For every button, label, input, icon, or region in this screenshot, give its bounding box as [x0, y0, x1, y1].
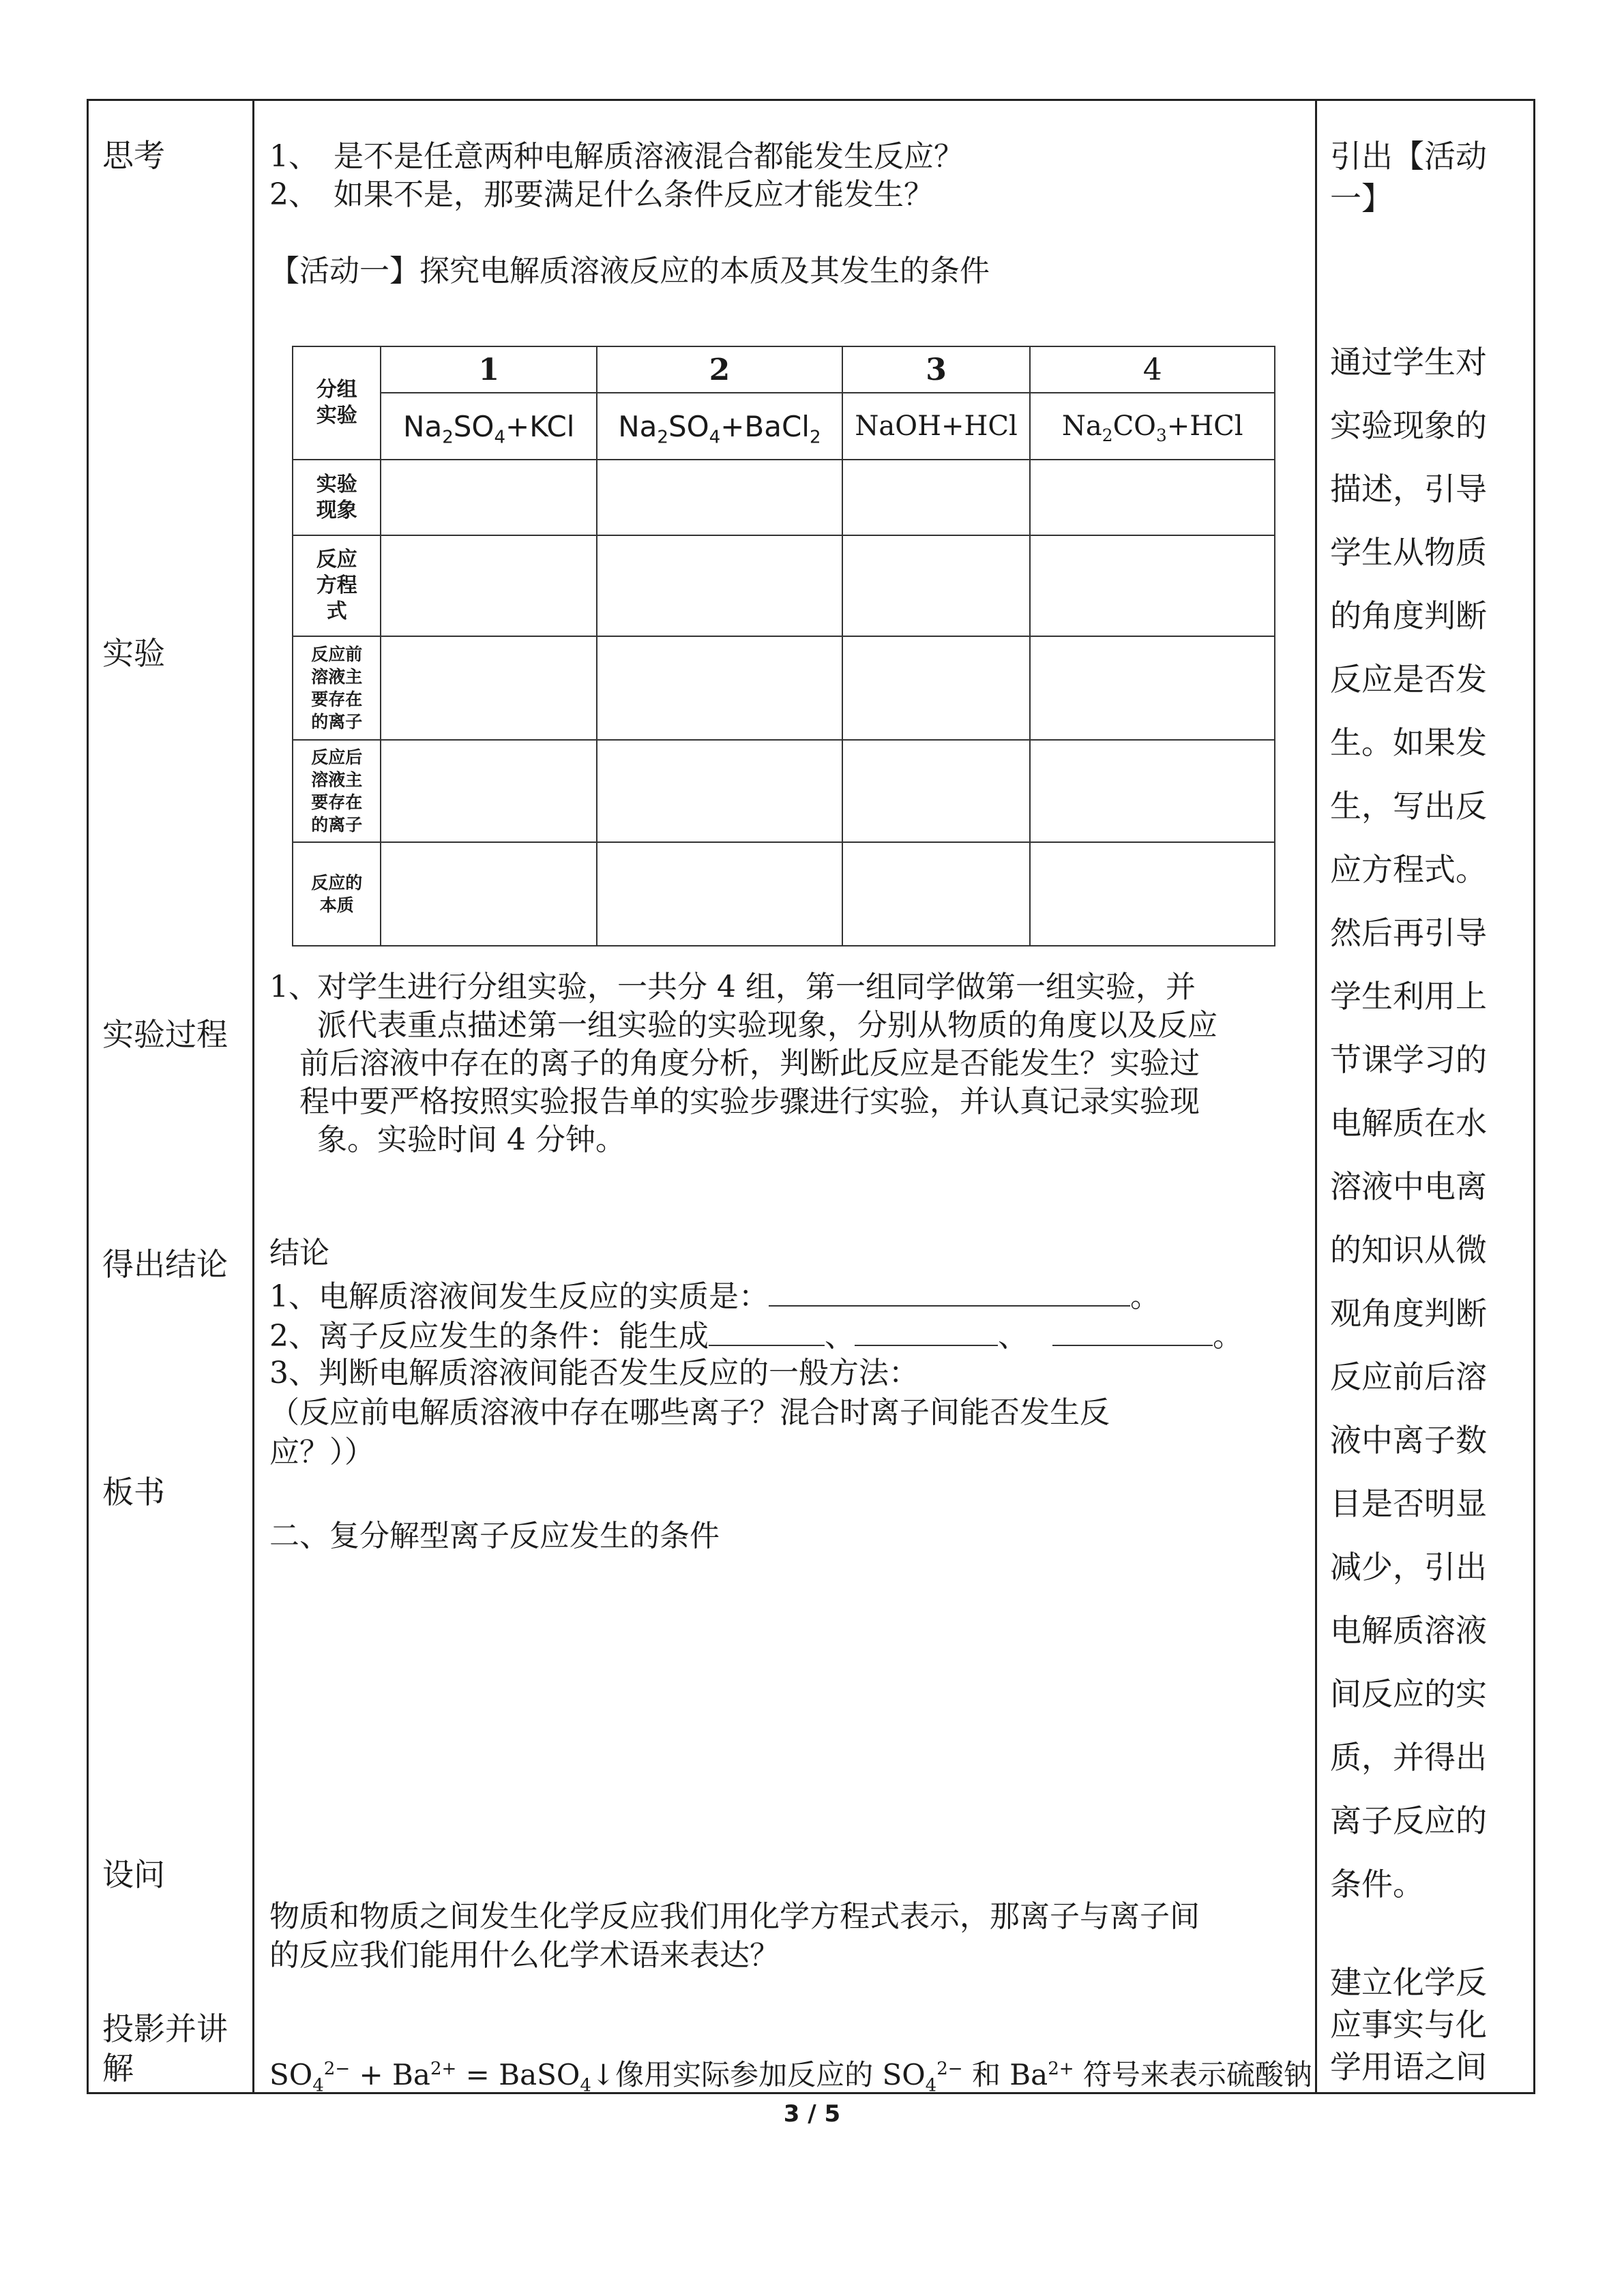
cell-equation-1[interactable]: [381, 535, 597, 636]
think-question-1: [269, 138, 964, 176]
row-head-essence: 反应的 本质: [293, 842, 381, 946]
think-q2-number: 2、: [269, 177, 319, 212]
note-lead-activity: 引出【活动一】: [1330, 138, 1487, 217]
cell-phenomenon-3[interactable]: [842, 460, 1031, 535]
process-line-1: 对学生进行分组实验，一共分 4 组，第一组同学做第一组实验，并: [317, 970, 1196, 1004]
process-paragraph: [269, 968, 1303, 1159]
label-conclusion: 得出结论: [102, 1246, 228, 1283]
activity-title: 【活动一】探究电解质溶液反应的本质及其发生的条件: [269, 254, 990, 288]
label-projection-line1: 投影并讲: [102, 2010, 228, 2047]
note-chemistry-language: 建立化学反应事实与化学用语之间: [1330, 1964, 1487, 2085]
formula-group-4: $Na_2CO_3+HCl$: [1030, 393, 1275, 460]
row-head-ions-before: 反应前 溶液主 要存在 的离子: [293, 636, 381, 740]
column-divider-right: [1315, 99, 1317, 2094]
cell-after-4[interactable]: [1030, 740, 1275, 842]
corner-line-1: 分组: [316, 378, 357, 402]
cell-essence-4[interactable]: [1030, 842, 1275, 946]
cell-after-1[interactable]: [381, 740, 597, 842]
column-divider-left: [252, 99, 254, 2094]
conclusion-item-2: 2、离子反应发生的条件：能生成 、 、 。: [269, 1315, 1243, 1356]
cell-before-4[interactable]: [1030, 636, 1275, 740]
table-row-equation: [293, 535, 1275, 636]
cell-essence-1[interactable]: [381, 842, 597, 946]
table-row-essence: [293, 842, 1275, 946]
label-think: 思考: [102, 137, 165, 174]
page-number: 3 / 5: [783, 2100, 841, 2128]
cell-after-2[interactable]: [597, 740, 842, 842]
table-formula-row: [293, 393, 1275, 460]
label-question: 设问: [102, 1856, 165, 1893]
conclusion-method-line1: （反应前电解质溶液中存在哪些离子？混合时离子间能否发生反: [269, 1395, 1110, 1430]
think-q1-text: 是不是任意两种电解质溶液混合都能发生反应？: [334, 139, 964, 174]
cell-before-2[interactable]: [597, 636, 842, 740]
conclusion-item-1: 1、电解质溶液间发生反应的实质是： 。: [269, 1275, 1160, 1316]
cell-phenomenon-2[interactable]: [597, 460, 842, 535]
projection-equation: $SO_4^{2-} + Ba^{2+}$ = BaSO$_4$↓像用实际参加反应的 $SO_4^{2-}$ 和 $Ba^{2+}$ 符号来表示硫酸钠: [269, 2058, 1312, 2096]
blank-condition-3[interactable]: [1052, 1315, 1213, 1346]
label-experiment: 实验: [102, 635, 165, 672]
process-line-5: 象。实验时间 4 分钟。: [317, 1122, 625, 1157]
label-board: 板书: [102, 1474, 165, 1510]
cell-essence-2[interactable]: [597, 842, 842, 946]
process-line-3: 前后溶液中存在的离子的角度分析，判断此反应是否能发生？实验过: [299, 1046, 1200, 1081]
cell-after-3[interactable]: [842, 740, 1031, 842]
table-row-phenomenon: [293, 460, 1275, 535]
process-line-4: 程中要严格按照实验报告单的实验步骤进行实验，并认真记录实验现: [299, 1084, 1200, 1119]
formula-group-1: $Na_2SO_4+KCl$: [381, 393, 597, 460]
process-line-2: 派代表重点描述第一组实验的实验现象，分别从物质的角度以及反应: [317, 1008, 1217, 1043]
cell-before-3[interactable]: [842, 636, 1031, 740]
cell-phenomenon-1[interactable]: [381, 460, 597, 535]
formula-group-3: NaOH+HCl: [842, 393, 1031, 460]
cell-equation-3[interactable]: [842, 535, 1031, 636]
blank-condition-1[interactable]: [709, 1315, 825, 1346]
process-body: [269, 968, 1303, 1159]
table-corner-cell: [293, 346, 381, 460]
col-2-number: 2: [597, 346, 842, 393]
think-question-2: [269, 176, 934, 214]
col-3-number: 3: [842, 346, 1031, 393]
table-row-ions-after: [293, 740, 1275, 842]
row-head-phenomenon: 实验 现象: [293, 460, 381, 535]
question-line-2: 的反应我们能用什么化学术语来表达？: [269, 1938, 780, 1973]
experiment-table: [292, 346, 1275, 946]
col-1-number: 1: [381, 346, 597, 393]
board-title: 二、复分解型离子反应发生的条件: [269, 1519, 720, 1553]
cell-equation-2[interactable]: [597, 535, 842, 636]
cell-essence-3[interactable]: [842, 842, 1031, 946]
blank-essence[interactable]: [769, 1275, 1130, 1307]
note-teaching-intent: 通过学生对实验现象的描述，引导学生从物质的角度判断反应是否发生。如果发生，写出反应方程式。然后再引导学生利用上节课学习的电解质在水溶液中电离的知识从微观角度判断反应前后溶液中离子数目是否明显减少，引出电解质溶液间反应的实质，并得出离子反应的条件。: [1330, 344, 1487, 1903]
row-head-equation: 反应 方程 式: [293, 535, 381, 636]
conclusion-item-3: 3、判断电解质溶液间能否发生反应的一般方法：: [269, 1356, 919, 1390]
corner-line-2: 实验: [316, 404, 357, 428]
blank-condition-2[interactable]: [855, 1315, 998, 1346]
cell-before-1[interactable]: [381, 636, 597, 740]
formula-group-2: $Na_2SO_4+BaCl_2$: [597, 393, 842, 460]
conclusion-method-line2: 应？））: [269, 1435, 374, 1470]
cell-equation-4[interactable]: [1030, 535, 1275, 636]
label-projection-line2: 解: [102, 2050, 134, 2087]
row-head-ions-after: 反应后 溶液主 要存在 的离子: [293, 740, 381, 842]
process-number: 1、: [269, 970, 319, 1004]
question-line-1: 物质和物质之间发生化学反应我们用化学方程式表示，那离子与离子间: [269, 1899, 1200, 1934]
cell-phenomenon-4[interactable]: [1030, 460, 1275, 535]
conclusion-title: 结论: [269, 1236, 329, 1270]
think-q2-text: 如果不是，那要满足什么条件反应才能发生？: [334, 177, 934, 212]
think-q1-number: 1、: [269, 139, 319, 174]
table-row-ions-before: [293, 636, 1275, 740]
col-4-number: 4: [1030, 346, 1275, 393]
table-header-row: [293, 346, 1275, 393]
label-process: 实验过程: [102, 1016, 228, 1053]
